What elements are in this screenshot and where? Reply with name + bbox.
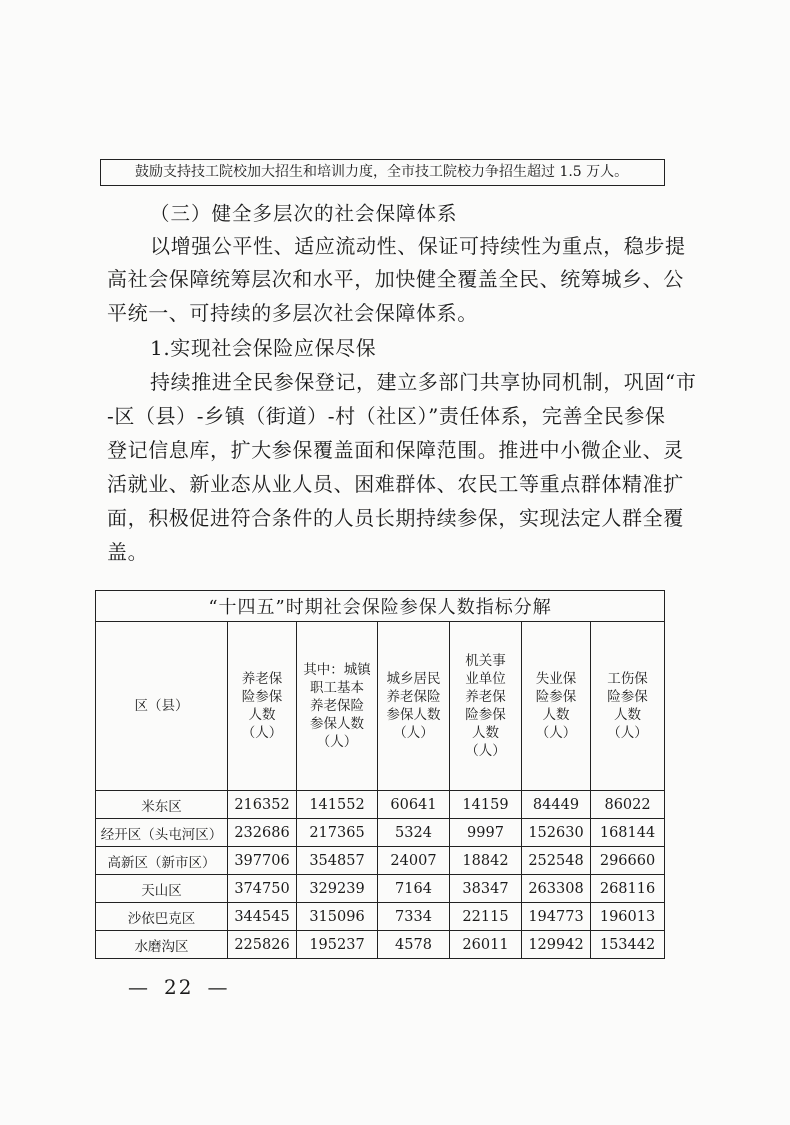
column-header-line: 险参保 [465,707,506,723]
value-cell: 22115 [450,903,522,931]
value-cell: 26011 [450,931,522,959]
value-cell: 397706 [228,847,297,875]
page-dash-right: — [207,975,230,999]
value-cell: 7164 [378,875,450,903]
value-cell: 84449 [522,791,591,819]
district-cell: 天山区 [96,875,228,903]
column-header-line: 养老保险 [310,698,364,714]
paragraph-line: -区（县）-乡镇（街道）-村（社区）”责任体系，完善全民参保 [107,404,666,428]
section-heading: （三）健全多层次的社会保障体系 [150,202,458,225]
value-cell: 232686 [228,819,297,847]
value-cell: 354857 [297,847,378,875]
district-cell: 经开区（头屯河区） [96,819,228,847]
column-header-line: （人） [241,725,283,741]
value-cell: 18842 [450,847,522,875]
value-cell: 216352 [228,791,297,819]
value-cell: 374750 [228,875,297,903]
paragraph-line: 持续推进全民参保登记，建立多部门共享协同机制，巩固“市 [150,370,697,394]
table-row [96,875,665,903]
value-cell: 329239 [297,875,378,903]
column-header-line: 区（县） [134,698,189,714]
column-header-line: 其中：城镇 [303,662,371,678]
column-header [96,622,228,791]
value-cell: 5324 [378,819,450,847]
district-cell: 米东区 [96,791,228,819]
value-cell: 217365 [297,819,378,847]
column-header-line: （人） [535,725,577,741]
paragraph-line: 盖。 [107,540,149,564]
value-cell: 86022 [591,791,665,819]
value-cell: 168144 [591,819,665,847]
value-cell: 194773 [522,903,591,931]
table-row [96,847,665,875]
column-header [378,622,450,791]
column-header-line: 人数 [614,707,642,723]
table-row [96,903,665,931]
value-cell: 225826 [228,931,297,959]
value-cell: 7334 [378,903,450,931]
value-cell: 268116 [591,875,665,903]
column-header-line: 城乡居民 [386,671,441,687]
value-cell: 38347 [450,875,522,903]
paragraph-line: 登记信息库，扩大参保覆盖面和保障范围。推进中小微企业、灵 [107,438,684,462]
value-cell: 9997 [450,819,522,847]
value-cell: 263308 [522,875,591,903]
district-cell: 沙依巴克区 [96,903,228,931]
column-header-line: 业单位 [465,671,506,687]
column-header-line: 险参保 [535,689,577,705]
page-dash-left: — [128,975,150,999]
page-number: 22 [164,975,194,999]
paragraph-line: 面，积极促进符合条件的人员长期持续参保，实现法定人群全覆 [107,506,684,530]
column-header [591,622,665,791]
column-header-line: 险参保 [607,689,648,705]
value-cell: 296660 [591,847,665,875]
column-header-line: 机关事 [465,653,506,669]
column-header-line: 人数 [248,707,276,723]
district-cell: 水磨沟区 [96,931,228,959]
value-cell: 252548 [522,847,591,875]
insurance-table [95,590,664,959]
column-header [228,622,297,791]
value-cell: 129942 [522,931,591,959]
value-cell: 195237 [297,931,378,959]
column-header [522,622,591,791]
table-title: “十四五”时期社会保险参保人数指标分解 [96,591,665,622]
value-cell: 4578 [378,931,450,959]
value-cell: 344545 [228,903,297,931]
column-header-line: 人数 [542,707,570,723]
value-cell: 141552 [297,791,378,819]
column-header-line: （人） [316,734,358,750]
column-header-line: 参保人数 [386,707,441,723]
column-header-line: （人） [607,725,648,741]
table-row [96,931,665,959]
paragraph-line: 高社会保障统筹层次和水平，加快健全覆盖全民、统筹城乡、公 [107,267,684,291]
column-header-line: （人） [465,743,506,759]
column-header-line: 失业保 [535,671,577,687]
column-header-line: 参保人数 [310,716,364,732]
column-header-line: （人） [393,725,434,741]
value-cell: 24007 [378,847,450,875]
column-header-line: 养老保 [241,671,283,687]
paragraph-line: 以增强公平性、适应流动性、保证可持续性为重点，稳步提 [150,234,686,258]
column-header [450,622,522,791]
district-cell: 高新区（新市区） [96,847,228,875]
column-header [297,622,378,791]
value-cell: 196013 [591,903,665,931]
column-header-line: 养老保险 [386,689,441,705]
value-cell: 153442 [591,931,665,959]
column-header-line: 工伤保 [607,671,648,687]
value-cell: 14159 [450,791,522,819]
value-cell: 315096 [297,903,378,931]
top-box-text: 鼓励支持技工院校加大招生和培训力度，全市技工院校力争招生超过 1.5 万人。 [100,159,665,186]
page-footer [128,975,229,999]
column-header-line: 人数 [472,725,499,741]
subheading: 1.实现社会保险应保尽保 [150,336,377,360]
column-header-line: 险参保 [241,689,283,705]
paragraph-line: 平统一、可持续的多层次社会保障体系。 [107,301,478,325]
value-cell: 60641 [378,791,450,819]
paragraph-line: 活就业、新业态从业人员、困难群体、农民工等重点群体精准扩 [107,472,684,496]
value-cell: 152630 [522,819,591,847]
table-row [96,791,665,819]
column-header-line: 养老保 [465,689,506,705]
column-header-line: 职工基本 [310,680,364,696]
table-row [96,819,665,847]
